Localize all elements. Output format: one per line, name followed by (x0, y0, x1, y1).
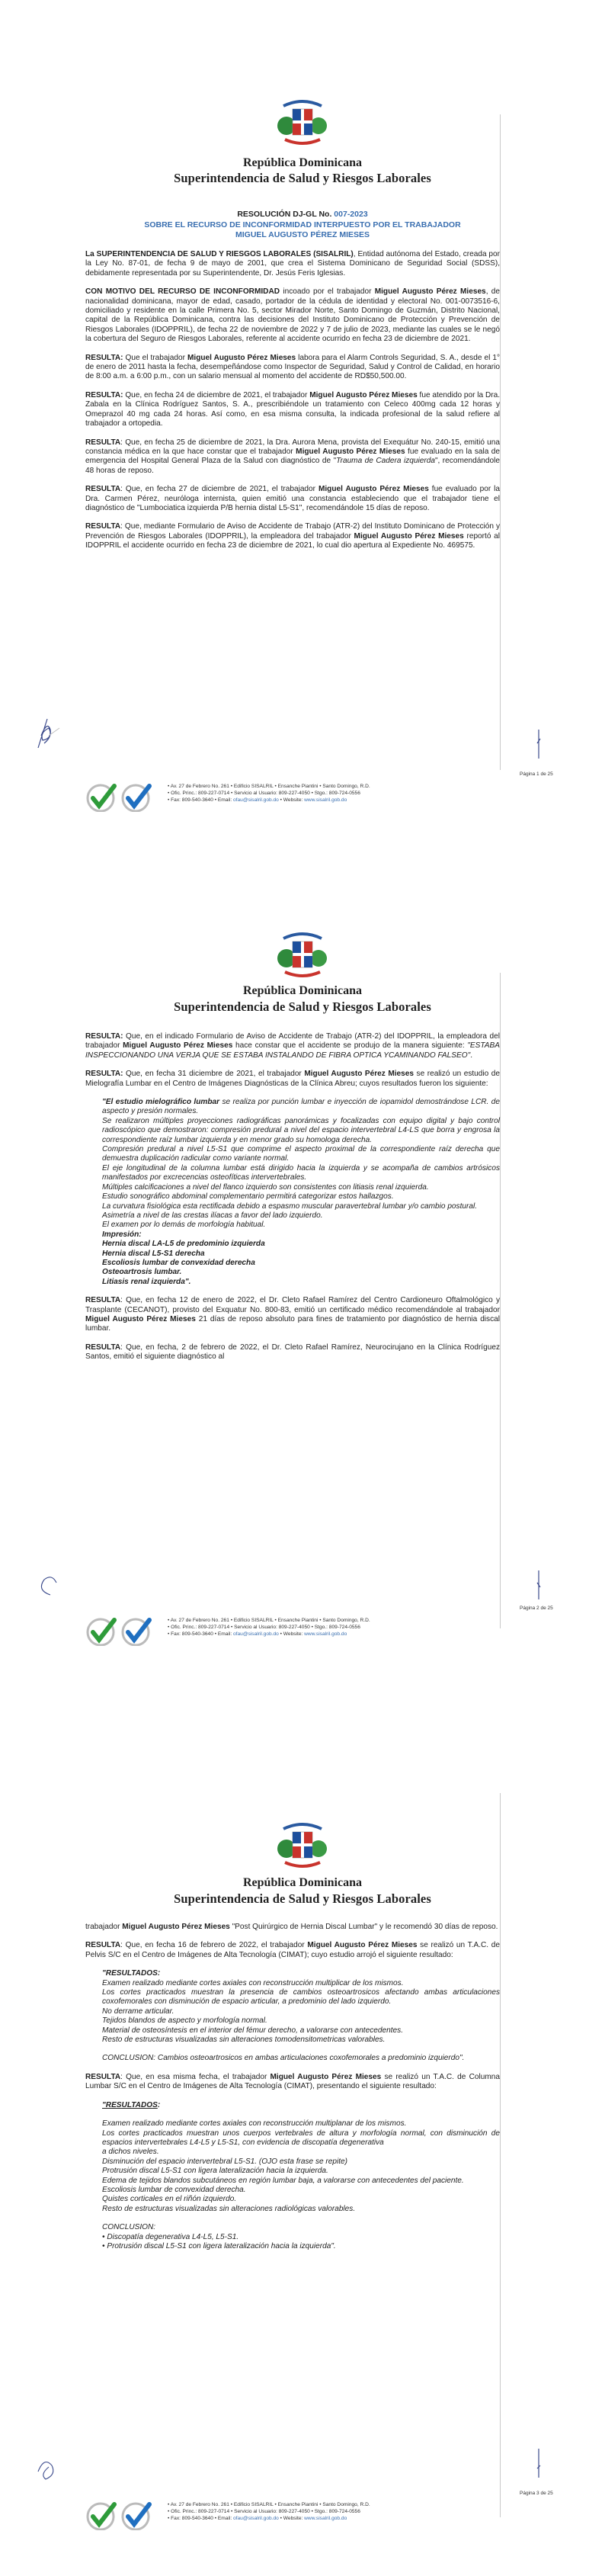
text-run: : Que, en fecha 25 de diciembre de 2021, la Dra. Aurora Mena, provista del Exequátur No. 240-15, emitió una constancia médica en la que hace constar que el trabajador (85, 438, 500, 456)
text-run: Que, en fecha 24 de diciembre de 2021, el trabajador (123, 390, 310, 399)
text-run: Asimetría a nivel de las crestas ilíacas a favor del lado izquierdo. (102, 1211, 323, 1220)
quote-line (102, 2157, 500, 2167)
bold-text: Miguel Augusto Pérez Mieses (122, 1923, 230, 1931)
page-number: Página 3 de 25 (520, 2491, 553, 2496)
text-run: incoado por el trabajador (280, 287, 375, 297)
page-number: Página 2 de 25 (520, 1606, 553, 1611)
text-run: El eje longitudinal de la columna lumbar está dirigido hacia la izquierda y se acompaña de cambios artrósicos manifestados por excrecencias osteofíticas intervertebrales. (102, 1163, 500, 1182)
footer-email-link[interactable]: ofau@sisalril.gob.do (232, 2516, 279, 2521)
text-run: Los cortes practicados muestran unos cuerpos vertebrales de altura y morfología normal, con disminución de espacios intervertebrales L4-L5 y L5-S1, con evidencia de discopatía degenerativa (102, 2128, 500, 2147)
certification-badge-icon (120, 781, 152, 812)
coat-of-arms-icon (277, 95, 328, 150)
text-run: reportó al IDOPPRIL el accidente ocurrido en fecha 23 de diciembre de 2021, lo cual dio apertura al Expediente No. 469575. (85, 531, 501, 550)
page-2-paragraphs-after (85, 1296, 500, 1362)
text-run: ", recomendándole 48 horas de reposo. (85, 457, 501, 475)
quote-line (102, 1240, 500, 1249)
certification-badge-icon (120, 1615, 152, 1646)
resolution-subtitle-line2: MIGUEL AUGUSTO PÉREZ MIESES (235, 230, 370, 239)
quote-line (102, 1979, 500, 1988)
bold-text: Miguel Augusto Pérez Mieses (123, 1041, 233, 1051)
quote-line (102, 1221, 500, 1230)
myelography-results-quote (102, 1098, 500, 1287)
text-run: No derrame articular. (102, 2007, 174, 2016)
institution-heading: Superintendencia de Salud y Riesgos Laborales (174, 1891, 431, 1906)
scan-edge-line (500, 973, 501, 1628)
text-run: Tejidos blandos de aspecto y morfología normal. (102, 2016, 267, 2026)
text-run: Se realizaron múltiples proyecciones radiográficas panorámicas y focalizadas con equipo digital y bajo control radioscópico que demostraron: compresión predural a nivel del espacio intervertebral L4-LS que borra y engrosa la correspondiente raíz lumbar izquierda y en menor grado su homologa derecha. (102, 1116, 500, 1144)
text-run: se realizó un T.A.C. de Pelvis S/C en el Centro de Imágenes de Alta Tecnología (CIMAT); cuyo estudio arrojó el siguiente resultado: (85, 1941, 500, 1959)
paragraph (85, 485, 500, 513)
page-3-paragraphs (85, 1923, 500, 1960)
quote-line (102, 1230, 500, 1240)
bold-text: Miguel Augusto Pérez Mieses (296, 447, 405, 456)
paragraph (85, 1941, 500, 1960)
text-run: Estudio sonográfico abdominal complementario permitirá categorizar estos hallazgos. (102, 1192, 394, 1201)
institution-heading: Superintendencia de Salud y Riesgos Laborales (174, 999, 431, 1014)
certification-badge-icon (85, 1615, 117, 1646)
quote-line (102, 2167, 500, 2176)
bold-text: RESULTA (85, 1941, 121, 1950)
bold-text: RESULTA: (85, 390, 123, 399)
quote-line (102, 1259, 500, 1268)
footer-website-link[interactable]: www.sisalril.gob.do (304, 797, 347, 803)
quote-line (102, 1164, 500, 1183)
paragraph (85, 287, 500, 344)
bold-text: Miguel Augusto Pérez Mieses (307, 1941, 418, 1950)
bold-text: RESULTA (85, 1343, 121, 1352)
footer-phones: • Ofic. Princ.: 809-227-0714 • Servicio al Usuario: 809-227-4050 • Stgo.: 809-724-0556 (168, 1625, 360, 1630)
paragraph (85, 1923, 500, 1932)
text-run: , de nacionalidad dominicana, mayor de edad, casado, portador de la cédula de identidad y electoral No. 001-0073516-6, domiciliado y residente en la calle Primera No. 5, sector Mirador Norte, Santo Domingo de Guzmán, Distrito Nacional, capital de la República Dominicana, contra las decisiones del Instituto Dominicano de Protección y Prevención de Riesgos Laborales (IDOPPRIL), de fecha 22 de noviembre de 2022 y 7 de julio de 2023, mediante las cuales se le negó la cobertura del Seguro de Riesgos Laborales, referente al accidente ocurrido en fecha 23 de diciembre de 2021. (85, 287, 500, 344)
pelvis-tac-conclusion: CONCLUSION: Cambios osteoartrosicos en ambas articulaciones coxofemorales a predominio izquierdo". (102, 2054, 465, 2063)
footer-email-link[interactable]: ofau@sisalril.gob.do (232, 797, 279, 803)
text-run: Disminución del espacio intervertebral L5-S1. (OJO esta frase se repite) (102, 2157, 348, 2166)
bold-italic-text: "RESULTADOS: (102, 1969, 161, 1978)
bold-italic-text: Hernia discal LA-L5 de predominio izquierda (102, 1240, 265, 1249)
text-run: Resto de estructuras visualizadas sin alteraciones radiológicas valorables. (102, 2204, 356, 2213)
country-heading: República Dominicana (242, 156, 362, 169)
italic-text: Trauma de Cadera izquierda (336, 457, 435, 466)
certification-badge-icon (85, 781, 117, 812)
quote-line (102, 1278, 500, 1287)
paragraph (85, 2073, 500, 2092)
quote-line (102, 1988, 500, 2007)
bold-text: CON MOTIVO DEL RECURSO DE INCONFORMIDAD (85, 287, 280, 297)
lumbar-tac-conclusion-label: CONCLUSION: (102, 2223, 156, 2232)
footer-fax: • Fax: 809-540-3640 • Email: (168, 2516, 233, 2521)
bold-text: Miguel Augusto Pérez Mieses (304, 1070, 415, 1079)
bold-text: La SUPERINTENDENCIA DE SALUD Y RIESGOS LABORALES (SISALRIL) (85, 250, 354, 258)
footer-website-link[interactable]: www.sisalril.gob.do (304, 1631, 347, 1637)
quote-line (102, 1192, 500, 1201)
text-run: Los cortes practicados muestran la presencia de cambios osteoartrosicos afectando ambas articulaciones coxofemorales con disminución de espacio articular, a predominio del lado izquierdo. (102, 1988, 500, 2007)
footer-website-label: • Website: (278, 797, 305, 803)
certification-badge-icon (120, 2500, 152, 2530)
footer-address: • Av. 27 de Febrero No. 261 • Edificio SISALRIL • Ensanche Piantini • Santo Domingo, R.D. (168, 1618, 370, 1623)
quote-line (102, 2016, 500, 2026)
document-page-3 (0, 1717, 605, 2575)
bold-text: Miguel Augusto Pérez Mieses (309, 390, 418, 399)
document-page-2 (0, 858, 605, 1717)
bold-text: Miguel Augusto Pérez Mieses (187, 353, 296, 362)
text-run: fue atendido por la Dra. Zabala en la Clínica Rodríguez Santos, S. A., prescribiéndole un tratamiento con Celeco 400mg cada 12 horas y Omeprazol 40 mg cada 24 horas. Así como, en esa misma consulta, la indicada profesional de la salud refiere al trabajador a ortopedia. (85, 390, 501, 428)
quote-line (102, 1183, 500, 1192)
bold-text: RESULTA (85, 438, 121, 447)
lumbar-tac-heading: "RESULTADOS: (102, 2100, 161, 2109)
footer-email-link[interactable]: ofau@sisalril.gob.do (232, 1631, 279, 1637)
text-run: se realiza por punción lumbar e inyección de iopamidol demostrándose LCR. de aspecto y presión normales. (102, 1098, 500, 1116)
footer-contact-info (168, 783, 370, 804)
text-run: 21 días de reposo absoluto para fines de tratamiento por diagnóstico de hernia discal lumbar. (85, 1314, 501, 1333)
bold-italic-text: Osteoartrosis lumbar. (102, 1268, 182, 1277)
text-run: Múltiples calcificaciones a nivel del flanco izquierdo son consistentes con litiasis renal izquierda. (102, 1182, 429, 1192)
paragraph (85, 391, 500, 429)
paragraph (85, 1343, 500, 1362)
page-footer (85, 2500, 512, 2530)
quote-line (102, 1211, 500, 1221)
lumbar-tac-results-quote (102, 2101, 500, 2252)
quote-line (102, 2195, 500, 2204)
text-run: Quistes corticales en el riñón izquierdo. (102, 2195, 237, 2204)
bold-text: RESULTA (85, 2072, 121, 2081)
text-run: . (470, 1051, 472, 1060)
lumbar-tac-bullet: • Protrusión discal L5-S1 con ligera lateralización hacia la izquierda". (102, 2241, 336, 2250)
coat-of-arms-icon (277, 928, 328, 983)
footer-address: • Av. 27 de Febrero No. 261 • Edificio SISALRIL • Ensanche Piantini • Santo Domingo, R.D. (168, 784, 370, 789)
text-run: fue evaluado en la sala de emergencia del Hospital General Plaza de la Salud con diagnóstico de " (85, 447, 501, 466)
text-run: Protrusión discal L5-S1 con ligera lateralización hacia la izquierda. (102, 2167, 328, 2176)
signature-icon (34, 713, 61, 751)
text-run: Compresión predural a nivel L5-S1 que comprime el aspecto proximal de la correspondiente raíz derecha que demuestra duplicación radicular como variante normal. (102, 1145, 500, 1163)
text-run: se realizó un T.A.C. de Columna Lumbar S/C en el Centro de Imágenes de Alta Tecnología (CIMAT), presentando el siguiente resultado: (85, 2072, 501, 2091)
bold-italic-text: Impresión: (102, 1230, 142, 1239)
text-run: Edema de tejidos blandos subcutáneos en región lumbar baja, a valorarse con antecedentes del paciente. (102, 2176, 464, 2185)
quote-line (102, 1969, 500, 1978)
quote-line (102, 2148, 500, 2157)
quote-line (102, 2177, 500, 2186)
text-run: Que, en el indicado Formulario de Aviso de Accidente de Trabajo (ATR-2) del IDOPPRIL, la empleadora del trabajador (85, 1032, 500, 1051)
text-run: : Que, mediante Formulario de Aviso de Accidente de Trabajo (ATR-2) del Instituto Dominicano de Protección y Prevención de Riesgos Laborales (IDOPPRIL), la empleadora del trabajador (85, 522, 500, 541)
initial-mark-icon (535, 728, 543, 760)
initial-mark-icon (535, 2447, 543, 2479)
country-heading: República Dominicana (242, 1876, 362, 1889)
page-3-paragraph-mid (85, 2073, 500, 2092)
paragraph (85, 1296, 500, 1334)
page-number: Página 1 de 25 (520, 772, 553, 777)
quote-line (102, 2035, 500, 2045)
page-2-body (85, 1032, 500, 1371)
text-run: : Que, en fecha, 2 de febrero de 2022, el Dr. Cleto Rafael Ramírez, Neurocirujano en la Clínica Rodríguez Santos, emitió el siguiente diagnóstico al (85, 1343, 500, 1362)
pelvis-tac-results-quote (102, 1969, 500, 2064)
text-run: : Que, en fecha 16 de febrero de 2022, el trabajador (120, 1941, 308, 1950)
text-run: Resto de estructuras visualizadas sin alteraciones tomodensitometricas valorables. (102, 2035, 386, 2045)
signature-icon (34, 2449, 61, 2487)
bold-italic-text: "El estudio mielográfico lumbar (102, 1098, 220, 1107)
resolution-number: 007-2023 (334, 210, 368, 219)
bold-text: Miguel Augusto Pérez Mieses (270, 2072, 382, 2081)
signature-icon (34, 1563, 61, 1601)
bold-text: Miguel Augusto Pérez Mieses (374, 287, 486, 297)
footer-fax-email-web (168, 1631, 370, 1638)
paragraph (85, 1070, 500, 1089)
text-run: Escoliosis lumbar de convexidad derecha. (102, 2185, 246, 2194)
footer-fax: • Fax: 809-540-3640 • Email: (168, 797, 233, 803)
text-run: labora para el Alarm Controls Seguridad, S. A., desde el 1° de enero de 2011 hasta la fecha, desempeñándose como Inspector de Seguridad, Salud y Control de Calidad, en horario de 8:00 a.m. a 6:00 p.m., con un salario mensual al momento del accidente de RD$50,500.00. (85, 353, 500, 381)
bold-text: RESULTA: (85, 353, 123, 362)
document-page-1 (0, 0, 605, 858)
quote-line (102, 2026, 500, 2035)
bold-text: Miguel Augusto Pérez Mieses (318, 485, 429, 494)
footer-contact-info (168, 2501, 370, 2522)
quote-line (102, 2119, 500, 2128)
lumbar-tac-bullet: • Discopatía degenerativa L4-L5, L5-S1. (102, 2232, 239, 2241)
paragraph (85, 250, 500, 278)
paragraph (85, 354, 500, 382)
quote-line (102, 1250, 500, 1259)
text-run: : Que, en esa misma fecha, el trabajador (120, 2072, 270, 2081)
quote-line (102, 1098, 500, 1117)
text-run: : Que, en fecha 27 de diciembre de 2021, el trabajador (120, 485, 319, 494)
bold-text: Miguel Augusto Pérez Mieses (354, 531, 464, 541)
paragraph (85, 522, 500, 550)
page-footer (85, 1615, 512, 1646)
resolution-subtitle (0, 220, 605, 240)
text-run: Que, en fecha 31 diciembre de 2021, el trabajador (123, 1070, 305, 1079)
quote-line (102, 2205, 500, 2214)
coat-of-arms-icon (277, 1818, 328, 1873)
country-heading: República Dominicana (242, 984, 362, 997)
bold-text: Miguel Augusto Pérez Mieses (85, 1314, 196, 1323)
footer-fax-email-web (168, 2515, 370, 2522)
institution-heading: Superintendencia de Salud y Riesgos Laborales (174, 171, 431, 185)
quote-line (102, 1117, 500, 1145)
text-run: se realizó un estudio de Mielografía Lumbar en el Centro de Imágenes Diagnósticas de la Clínica Abreu; cuyos resultados fueron los siguiente: (85, 1070, 501, 1088)
footer-fax-email-web (168, 797, 370, 804)
quote-line (102, 1145, 500, 1164)
lumbar-tac-findings (102, 2119, 500, 2214)
lumbar-tac-heading-text: "RESULTADOS (102, 2100, 158, 2109)
text-run: "Post Quirúrgico de Hernia Discal Lumbar" y le recomendó 30 días de reposo. (229, 1923, 498, 1931)
bold-text: RESULTA (85, 1296, 121, 1305)
text-run: Examen realizado mediante cortes axiales con reconstrucción multiplanar de los mismos. (102, 2119, 407, 2128)
page-3-body (85, 1923, 500, 2260)
text-run: fue evaluado por la Dra. Carmen Pérez, neuróloga internista, quien emitió una constancia estableciendo que el trabajador tiene el diagnóstico de "Lumbociatica izquierda P/B hernia distal L5-S1", recomendándole 15 días de reposo. (85, 485, 500, 512)
text-run: trabajador (85, 1923, 123, 1931)
bold-italic-text: Litiasis renal izquierda". (102, 1277, 191, 1286)
text-run: , Entidad autónoma del Estado, creada por la Ley No. 87-01, de fecha 9 de mayo de 2001, que crea el Sistema Dominicano de Seguridad Social (SDSS), debidamente representada por su Superintendente, Dr. Jesús Feris Iglesias. (85, 250, 500, 277)
page-1-body (85, 250, 500, 560)
text-run: Que el trabajador (123, 353, 187, 362)
footer-address: • Av. 27 de Febrero No. 261 • Edificio SISALRIL • Ensanche Piantini • Santo Domingo, R.D. (168, 2502, 370, 2507)
footer-phones: • Ofic. Princ.: 809-227-0714 • Servicio al Usuario: 809-227-4050 • Stgo.: 809-724-0556 (168, 791, 360, 796)
resolution-label: RESOLUCIÓN DJ-GL No. (237, 210, 332, 219)
quote-line (102, 2129, 500, 2148)
certification-badge-icon (85, 2500, 117, 2530)
footer-website-label: • Website: (278, 1631, 305, 1637)
quote-line (102, 2186, 500, 2195)
resolution-title (0, 210, 605, 219)
paragraph (85, 438, 500, 476)
text-run: La curvatura fisiológica esta rectificada debido a espasmo muscular paravertebral lumbar y/o cambio postural. (102, 1201, 478, 1211)
quote-line (102, 1268, 500, 1277)
italic-text: "ESTABA INSPECCIONANDO UNA VERJA QUE SE ESTABA INSTALANDO DE FIBRA OPTICA YCAMINANDO FALSEO" (85, 1041, 500, 1060)
text-run: Material de osteosíntesis en el interior del fémur derecho, a valorarse con antecedentes. (102, 2026, 403, 2035)
quote-line (102, 1202, 500, 1211)
text-run: Examen realizado mediante cortes axiales con reconstrucción multiplicar de los mismos. (102, 1978, 404, 1987)
bold-text: RESULTA: (85, 1070, 123, 1079)
bold-italic-text: Escoliosis lumbar de convexidad derecha (102, 1258, 255, 1267)
initial-mark-icon (535, 1569, 543, 1601)
page-footer (85, 781, 512, 812)
text-run: El examen por lo demás de morfología habitual. (102, 1221, 266, 1230)
bold-text: RESULTA (85, 522, 121, 531)
footer-fax: • Fax: 809-540-3640 • Email: (168, 1631, 233, 1637)
footer-contact-info (168, 1617, 370, 1638)
bold-text: RESULTA (85, 485, 121, 494)
bold-italic-text: Hernia discal L5-S1 derecha (102, 1249, 205, 1258)
footer-website-link[interactable]: www.sisalril.gob.do (304, 2516, 347, 2521)
footer-website-label: • Website: (278, 2516, 305, 2521)
bold-text: RESULTA: (85, 1032, 123, 1041)
text-run: : Que, en fecha 12 de enero de 2022, el Dr. Cleto Rafael Ramírez del Centro Cardioneuro Oftalmológico y Trasplante (CECANOT), provisto del Exquatur No. 800-83, emitió un certificado médico recomendándole al trabajador (85, 1296, 500, 1314)
resolution-subtitle-line1: SOBRE EL RECURSO DE INCONFORMIDAD INTERPUESTO POR EL TRABAJADOR (144, 220, 461, 229)
quote-line (102, 2007, 500, 2016)
page-2-paragraphs (85, 1032, 500, 1089)
pelvis-tac-findings (102, 1969, 500, 2045)
text-run: hace constar que el accidente se produjo de la manera siguiente: (232, 1041, 468, 1051)
paragraph (85, 1032, 500, 1060)
text-run: a dichos niveles. (102, 2148, 159, 2157)
footer-phones: • Ofic. Princ.: 809-227-0714 • Servicio al Usuario: 809-227-4050 • Stgo.: 809-724-0556 (168, 2509, 360, 2514)
